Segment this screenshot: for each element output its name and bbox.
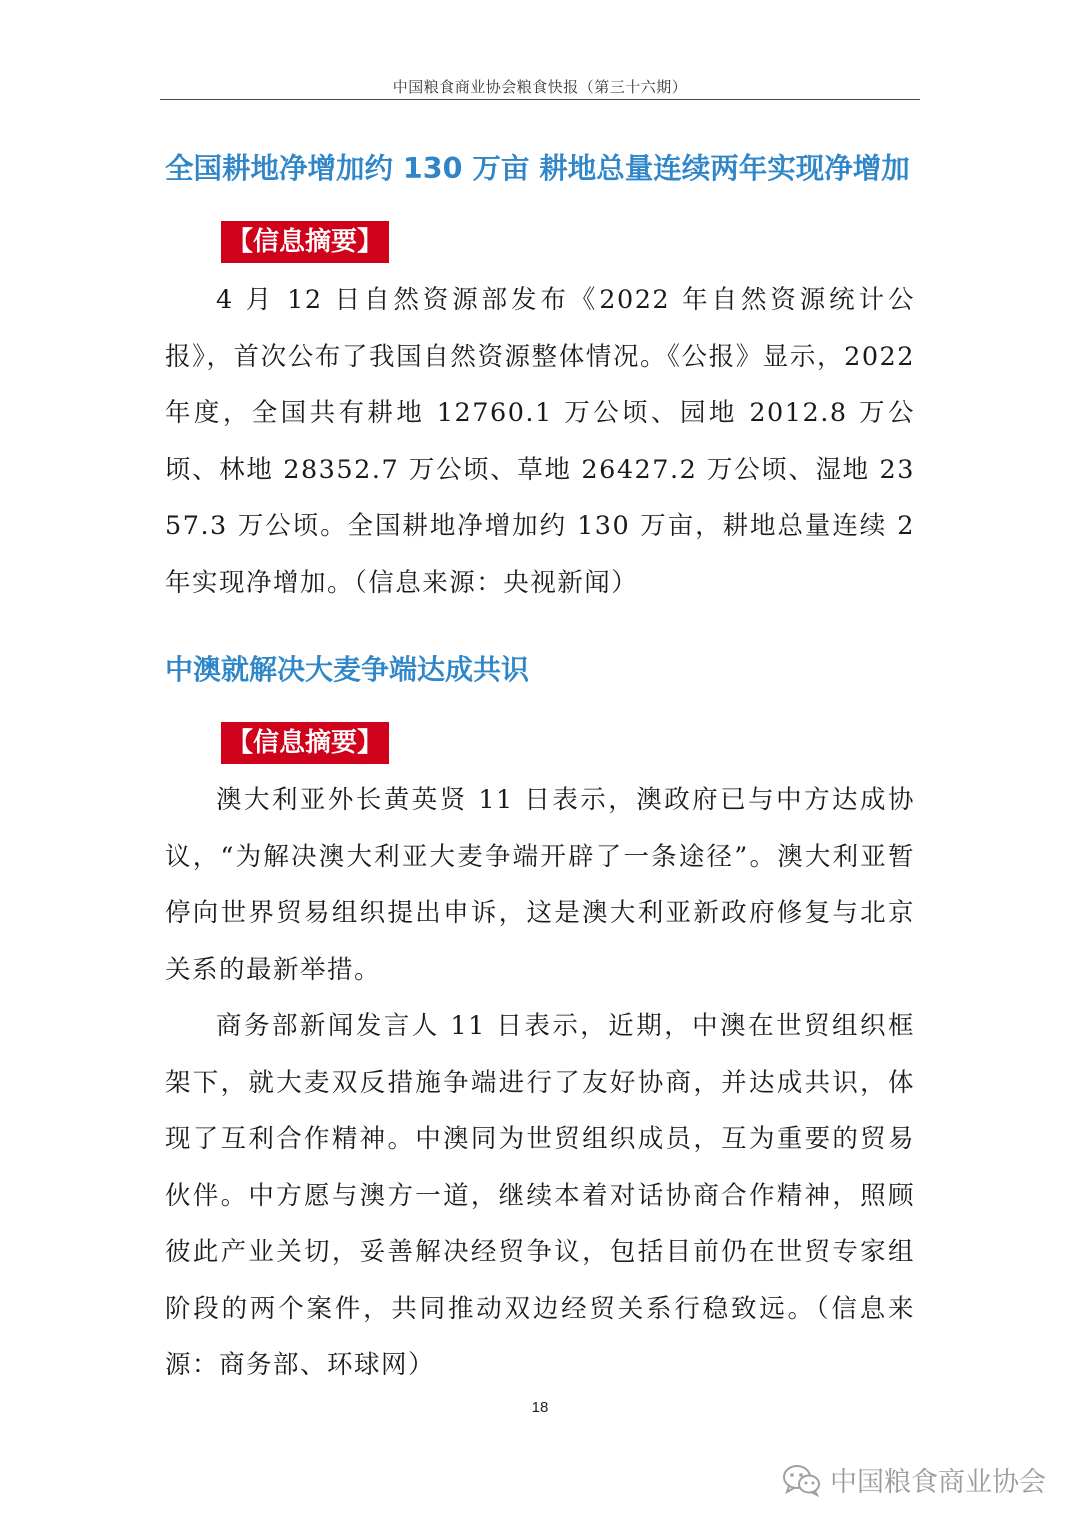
summary-badge: 【信息摘要】 xyxy=(221,221,389,263)
article-paragraph: 澳大利亚外长黄英贤 11 日表示，澳政府已与中方达成协议，“为解决澳大利亚大麦争端开辟了一条途径”。澳大利亚暂停向世界贸易组织提出申诉，这是澳大利亚新政府修复与北京关系的最新举措。 xyxy=(165,785,915,985)
article-title-farmland: 全国耕地净增加约 130 万亩 耕地总量连续两年实现净增加 xyxy=(165,152,910,185)
article-paragraph: 商务部新闻发言人 11 日表示，近期，中澳在世贸组织框架下，就大麦双反措施争端进行了友好协商，并达成共识，体现了互利合作精神。中澳同为世贸组织成员，互为重要的贸易伙伴。中方愿与澳方一道，继续本着对话协商合作精神，照顾彼此产业关切，妥善解决经贸争议，包括目前仍在世贸专家组阶段的两个案件，共同推动双边经贸关系行稳致远。（信息来源：商务部、环球网） xyxy=(165,1011,915,1380)
article-paragraph: 4 月 12 日自然资源部发布《2022 年自然资源统计公报》，首次公布了我国自然资源整体情况。《公报》显示，2022 年度，全国共有耕地 12760.1 万公顷、园地 2012.8 万公顷、林地 28352.7 万公顷、草地 26427.2 万公顷、湿地 2357.3 万公顷。全国耕地净增加约 130 万亩，耕地总量连续 2 年实现净增加。（信息来源：央视新闻） xyxy=(165,285,915,598)
page-header: 中国粮食商业协会粮食快报（第三十六期） xyxy=(392,78,688,96)
article-title-barley: 中澳就解决大麦争端达成共识 xyxy=(165,653,530,686)
watermark-text: 中国粮食商业协会 xyxy=(830,1467,1046,1498)
wechat-icon xyxy=(782,1463,822,1497)
watermark xyxy=(782,1460,1046,1499)
summary-badge: 【信息摘要】 xyxy=(221,722,389,764)
header-divider xyxy=(160,99,920,100)
page-number: 18 xyxy=(531,1399,549,1416)
